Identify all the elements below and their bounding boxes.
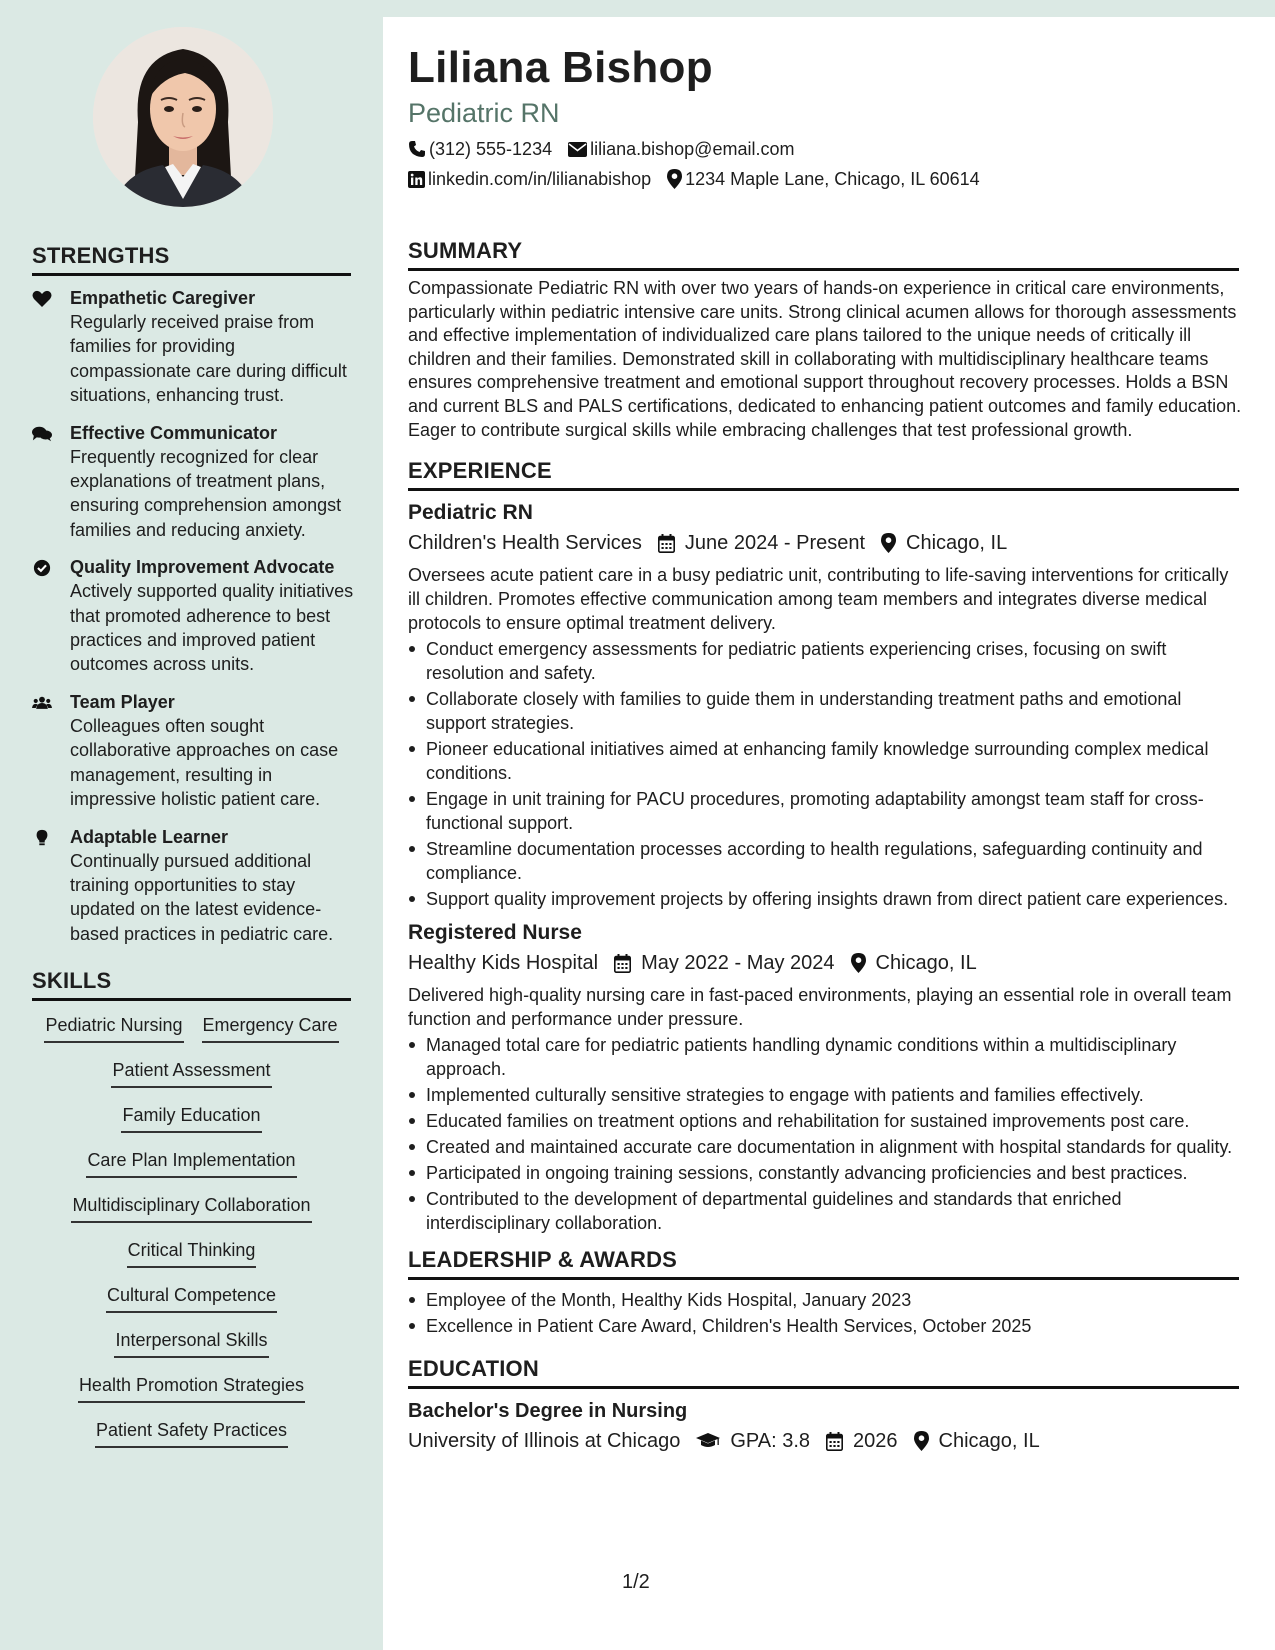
edu-location-wrap [914,1430,1040,1453]
education-heading: EDUCATION [408,1356,1239,1389]
envelope-icon [568,142,587,157]
strength-title: Adaptable Learner [70,826,229,847]
job-entry [408,499,1239,911]
strength-title: Empathetic Caregiver [70,288,256,308]
calendar-icon [826,1432,843,1451]
job-title: Registered Nurse [408,921,582,945]
bullet-item: Streamline documentation processes according to health regulations, safeguarding continuity and compliance. [408,837,1243,885]
users-icon [32,690,70,812]
candidate-role: Pediatric RN [408,98,560,128]
main-content [383,17,1275,1650]
location-pin-icon [914,1431,929,1451]
skill-tag: Patient Safety Practices [95,1418,288,1448]
job-dates-wrap [658,532,865,555]
page-number: 1/2 [622,1571,650,1593]
linkedin-icon [408,171,425,188]
awards-list [408,1288,1243,1338]
job-description: Oversees acute patient care in a busy pediatric unit, contributing to life-saving interventions for critically ill children. Promotes effective communication among team members and integrates diverse medical protocols to ensure optimal treatment delivery. [408,565,1229,634]
job-meta [408,527,1239,559]
skill-tag: Emergency Care [202,1013,339,1043]
bullet-item: Collaborate closely with families to guide them in understanding treatment paths and emotional support strategies. [408,687,1243,735]
skills-heading: SKILLS [32,968,351,1001]
skill-tag: Multidisciplinary Collaboration [71,1193,311,1223]
strength-desc: Regularly received praise from families for providing compassionate care during difficult situations, enhancing trust. [70,312,347,406]
skill-tag: Critical Thinking [127,1238,257,1268]
sidebar [0,0,383,1650]
heart-icon [32,286,70,408]
bullet-item: Managed total care for pediatric patients handling dynamic conditions within a multidisciplinary approach. [408,1033,1243,1081]
skill-tag: Interpersonal Skills [114,1328,268,1358]
strength-item [32,286,354,408]
gpa-wrap [696,1430,810,1453]
strength-item [32,690,354,812]
job-entry [408,919,1239,1235]
skill-tag: Care Plan Implementation [86,1148,296,1178]
strengths-list [32,286,354,946]
skill-tag: Family Education [121,1103,261,1133]
candidate-name: Liliana Bishop [408,43,713,92]
contact-phone[interactable] [408,139,552,160]
calendar-icon [614,954,631,973]
contact-address [667,169,980,190]
bullet-item: Implemented culturally sensitive strategies to engage with patients and families effectively. [408,1083,1243,1107]
job-dates: June 2024 - Present [684,531,866,554]
bullet-item: Educated families on treatment options and rehabilitation for sustained improvements post care. [408,1109,1243,1133]
job-location: Chicago, IL [875,951,977,974]
job-bullets [408,1033,1243,1235]
linkedin-text: linkedin.com/in/lilianabishop [428,168,652,189]
bullet-item: Pioneer educational initiatives aimed at enhancing family knowledge surrounding complex medical conditions. [408,737,1243,785]
strength-item [32,825,354,947]
bullet-item: Created and maintained accurate care documentation in alignment with hospital standards for quality. [408,1135,1243,1159]
experience-heading: EXPERIENCE [408,458,1239,491]
strength-title: Quality Improvement Advocate [70,557,335,578]
bullet-item: Participated in ongoing training sessions, constantly advancing proficiencies and best practices. [408,1161,1243,1185]
phone-icon [408,140,426,158]
summary-heading: SUMMARY [408,238,1239,271]
award-item: Excellence in Patient Care Award, Children's Health Services, October 2025 [408,1314,1243,1338]
job-company: Healthy Kids Hospital [408,951,599,974]
skill-tag: Patient Assessment [111,1058,271,1088]
bullet-item: Support quality improvement projects by offering insights drawn from direct patient care experiences. [408,887,1243,911]
skills-list [32,1013,351,1463]
bullet-item: Conduct emergency assessments for pediatric patients experiencing crises, focusing on swift resolution and safety. [408,637,1243,685]
edu-location: Chicago, IL [938,1429,1040,1452]
award-item: Employee of the Month, Healthy Kids Hospital, January 2023 [408,1288,1243,1312]
lightbulb-icon [32,825,70,947]
strength-desc: Frequently recognized for clear explanations of treatment plans, ensuring comprehension amongst families and reducing anxiety. [70,446,342,540]
phone-text: (312) 555-1234 [429,138,553,159]
job-location-wrap [881,532,1007,555]
job-location-wrap [851,952,977,975]
graduation-cap-icon [696,1433,720,1450]
strength-desc: Continually pursued additional training opportunities to stay updated on the latest evidence-based practices in pediatric care. [70,850,334,944]
bullet-item: Contributed to the development of departmental guidelines and standards that enriched interdisciplinary collaboration. [408,1187,1243,1235]
summary-text: Compassionate Pediatric RN with over two years of hands-on experience in critical care environments, particularly within pediatric intensive care units. Strong clinical acumen allows for thorough assessments and effective implementation of individualized care plans tailored to the unique needs of critically ill children and their families. Demonstrated skill in collaborating with multidisciplinary healthcare teams ensures comprehensive treatment and emotional support throughout recovery processes. Holds a BSN and current BLS and PALS certifications, dedicated to enhancing patient outcomes and family education. Eager to contribute surgical skills while embracing challenges that test professional growth. [408,278,1242,440]
job-dates-wrap [614,952,834,975]
strengths-heading: STRENGTHS [32,243,351,276]
contact-email[interactable] [568,139,794,160]
job-dates: May 2022 - May 2024 [641,951,835,974]
bullet-item: Engage in unit training for PACU procedures, promoting adaptability amongst team staff for cross-functional support. [408,787,1243,835]
job-location: Chicago, IL [906,531,1008,554]
skill-tag: Health Promotion Strategies [78,1373,305,1403]
job-company: Children's Health Services [408,531,642,554]
contact-line [408,134,1239,164]
calendar-icon [658,534,675,553]
strength-desc: Actively supported quality initiatives that promoted adherence to best practices and improved patient outcomes across units. [70,581,354,675]
location-pin-icon [667,169,682,189]
contact-linkedin[interactable] [408,169,651,190]
strength-title: Effective Communicator [70,422,278,443]
degree-title: Bachelor's Degree in Nursing [408,1400,688,1423]
profile-photo [93,27,273,207]
job-title: Pediatric RN [408,501,533,525]
strength-title: Team Player [70,691,175,712]
strength-item [32,421,354,543]
edu-year: 2026 [853,1429,898,1452]
strength-desc: Colleagues often sought collaborative approaches on case management, resulting in impressive holistic patient care. [70,715,339,810]
job-description: Delivered high-quality nursing care in fast-paced environments, playing an essential role in overall team function and performance under pressure. [408,985,1232,1030]
education-meta [408,1425,1239,1457]
location-pin-icon [881,533,896,553]
awards-heading: LEADERSHIP & AWARDS [408,1247,1239,1280]
school-name: University of Illinois at Chicago [408,1429,681,1452]
gpa: GPA: 3.8 [730,1429,811,1452]
job-meta [408,947,1239,979]
job-bullets [408,637,1243,911]
check-circle-icon [32,555,70,677]
address-text: 1234 Maple Lane, Chicago, IL 60614 [685,168,980,189]
location-pin-icon [851,953,866,973]
contact-line [408,164,1239,194]
comments-icon [32,421,70,543]
email-text: liliana.bishop@email.com [590,138,795,159]
strength-item [32,555,354,677]
skill-tag: Cultural Competence [106,1283,277,1313]
skill-tag: Pediatric Nursing [44,1013,183,1043]
edu-year-wrap [826,1430,898,1453]
